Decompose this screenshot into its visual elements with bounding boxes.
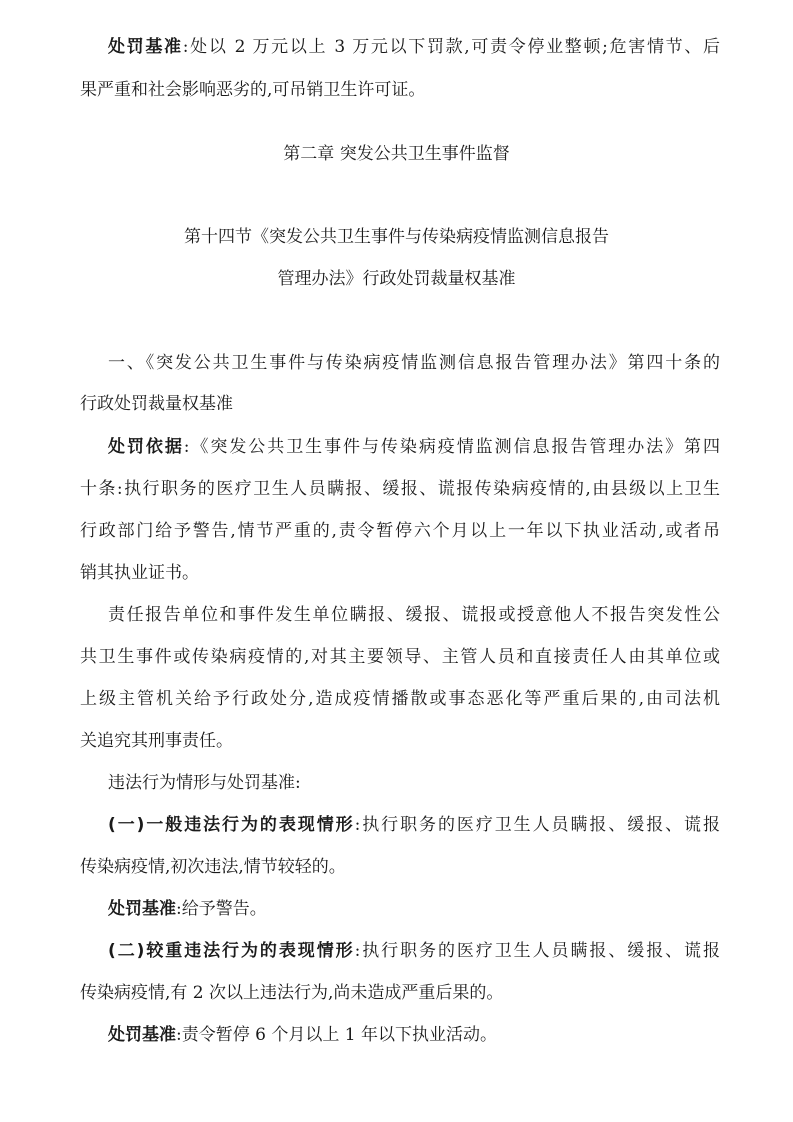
penalty-standard-label: 处罚基准 (108, 37, 183, 57)
serious-violation-line-2: 传染病疫情,有 2 次以上违法行为,尚未造成严重后果的。 (80, 983, 504, 1003)
general-penalty-standard (108, 898, 748, 920)
penalty-standard-paragraph-line-2: 果严重和社会影响恶劣的,可吊销卫生许可证。 (80, 80, 426, 100)
penalty-basis-label: 处罚依据 (108, 437, 184, 457)
violations-intro: 违法行为情形与处罚基准: (108, 773, 301, 793)
serious-violation-line-1 (108, 940, 720, 962)
general-penalty-label: 处罚基准 (108, 899, 176, 919)
responsibility-line-1: 责任报告单位和事件发生单位瞒报、缓报、谎报或授意他人不报告突发性公 (108, 605, 720, 625)
serious-violation-label: (二)较重违法行为的表现情形 (108, 941, 355, 961)
penalty-standard-text: :处以 2 万元以上 3 万元以下罚款,可责令停业整顿;危害情节、后 (182, 37, 720, 57)
general-violation-text: :执行职务的医疗卫生人员瞒报、缓报、谎报 (354, 815, 720, 835)
general-violation-line-2: 传染病疫情,初次违法,情节较轻的。 (80, 857, 346, 877)
serious-penalty-text: :责令暂停 6 个月以上 1 年以下执业活动。 (176, 1025, 497, 1045)
serious-penalty-standard (108, 1024, 748, 1046)
chapter-title: 第二章 突发公共卫生事件监督 (283, 144, 510, 164)
penalty-standard-paragraph-line-1 (108, 36, 720, 58)
penalty-basis-line-2: 十条:执行职务的医疗卫生人员瞒报、缓报、谎报传染病疫情的,由县级以上卫生 (80, 479, 720, 499)
responsibility-line-2: 共卫生事件或传染病疫情的,对其主要领导、主管人员和直接责任人由其单位或 (80, 647, 720, 667)
penalty-basis-line-1 (108, 436, 720, 458)
serious-penalty-label: 处罚基准 (108, 1025, 176, 1045)
general-penalty-text: :给予警告。 (176, 899, 267, 919)
item-1-heading-line-1: 一、《突发公共卫生事件与传染病疫情监测信息报告管理办法》第四十条的 (108, 353, 720, 373)
section-title-line-1: 第十四节《突发公共卫生事件与传染病疫情监测信息报告 (184, 227, 609, 247)
serious-violation-text: :执行职务的医疗卫生人员瞒报、缓报、谎报 (354, 941, 720, 961)
penalty-basis-line-4: 销其执业证书。 (80, 563, 199, 583)
section-title-line-2: 管理办法》行政处罚裁量权基准 (277, 269, 516, 289)
responsibility-line-3: 上级主管机关给予行政处分,造成疫情播散或事态恶化等严重后果的,由司法机 (80, 689, 720, 709)
penalty-basis-text: :《突发公共卫生事件与传染病疫情监测信息报告管理办法》第四 (183, 437, 721, 457)
item-1-heading-line-2: 行政处罚裁量权基准 (80, 394, 233, 414)
general-violation-label: (一)一般违法行为的表现情形 (108, 815, 355, 835)
general-violation-line-1 (108, 814, 720, 836)
penalty-basis-line-3: 行政部门给予警告,情节严重的,责令暂停六个月以上一年以下执业活动,或者吊 (80, 521, 720, 541)
responsibility-line-4: 关追究其刑事责任。 (80, 731, 233, 751)
